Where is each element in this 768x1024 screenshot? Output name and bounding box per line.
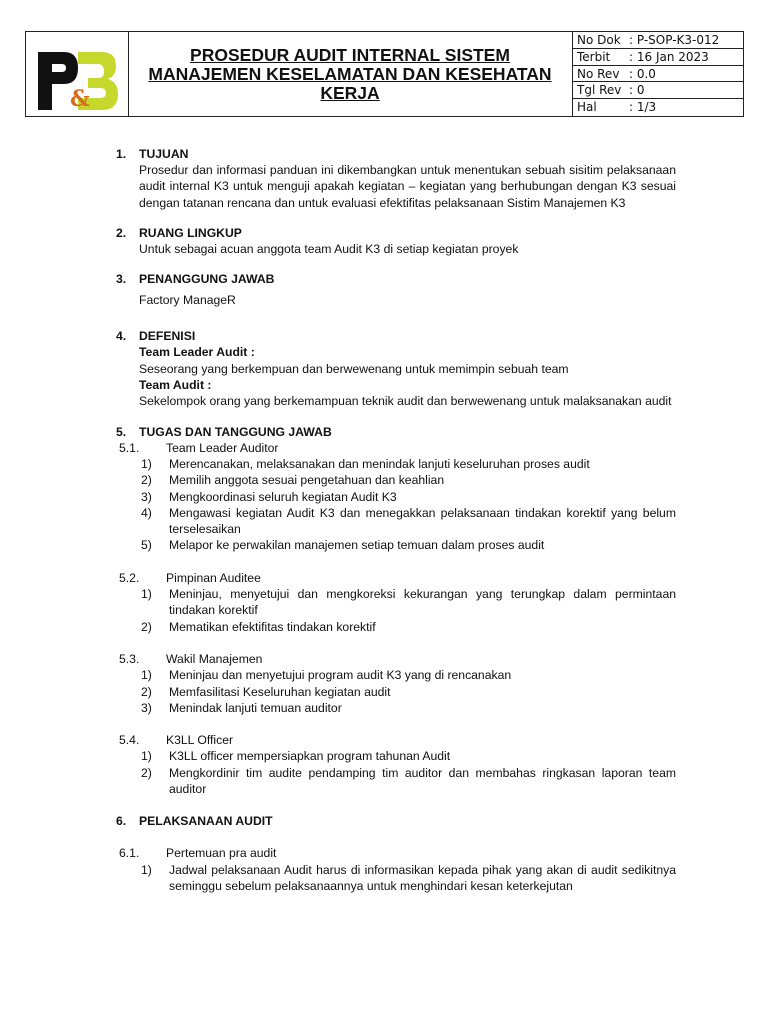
- list-item: [139, 765, 676, 798]
- item-number: 5): [141, 538, 152, 553]
- section-title: PELAKSANAAN AUDIT: [139, 814, 273, 829]
- definition-text: Seseorang yang berkempuan dan berwewenang untuk memimpin sebuah team: [139, 361, 569, 376]
- subsection-heading: [119, 732, 676, 748]
- item-text: Memfasilitasi Keseluruhan kegiatan audit: [169, 684, 391, 699]
- item-number: 1): [141, 668, 152, 683]
- meta-value: : 1/3: [629, 100, 657, 115]
- item-text: Melapor ke perwakilan manajemen setiap temuan dalam proses audit: [169, 538, 545, 553]
- list-item: [139, 862, 676, 895]
- section-paragraph: Untuk sebagai acuan anggota team Audit K3 di setiap kegiatan proyek: [139, 241, 519, 256]
- document-body: [116, 140, 676, 894]
- meta-key: Terbit: [577, 49, 611, 64]
- item-number: 3): [141, 700, 152, 715]
- definition-term: Team Audit :: [139, 378, 212, 393]
- logo-cell: [26, 32, 129, 116]
- subsection-number: 5.3.: [119, 651, 140, 666]
- section-paragraph: Prosedur dan informasi panduan ini dikembangkan untuk menentukan sebuah sisitim pelaksanaan audit internal K3 untuk menguji apakah kegiatan – kegiatan yang berhubungan dengan K3 sesuai dengan tatanan rencana dan untuk evaluasi efektifitas pelaksanaan Sistim Manajemen K3: [139, 163, 676, 210]
- company-logo: [26, 32, 128, 116]
- section-title: DEFENISI: [139, 329, 196, 344]
- section-number: 3.: [116, 272, 127, 287]
- section-heading: [116, 271, 676, 287]
- section-number: 6.: [116, 814, 127, 829]
- subsection-heading: [119, 845, 676, 861]
- list-item: [139, 667, 676, 683]
- item-text: Merencanakan, melaksanakan dan menindak lanjuti keseluruhan proses audit: [169, 456, 590, 471]
- item-number: 1): [141, 862, 152, 877]
- subsection-title: Team Leader Auditor: [166, 440, 279, 455]
- meta-row: [572, 82, 744, 99]
- meta-value: : P-SOP-K3-012: [629, 33, 720, 47]
- meta-value: : 0: [629, 83, 645, 98]
- section-heading: [116, 328, 676, 344]
- definition-term: Team Leader Audit :: [139, 345, 255, 360]
- subsection-heading: [119, 570, 676, 586]
- item-text: Jadwal pelaksanaan Audit harus di informasikan kepada pihak yang akan di audit sedikitnya seminggu sebelum pelaksanaannya untuk menghindari kesan keterkejutan: [169, 862, 676, 893]
- subsection-title: Pertemuan pra audit: [166, 846, 277, 861]
- list-item: [139, 586, 676, 619]
- section-heading: [116, 225, 676, 241]
- item-number: 1): [141, 749, 152, 764]
- section-title: TUGAS DAN TANGGUNG JAWAB: [139, 424, 332, 439]
- item-text: Menindak lanjuti temuan auditor: [169, 700, 342, 715]
- meta-row: [572, 99, 744, 116]
- list-item: [139, 619, 676, 635]
- svg-text:&: &: [70, 86, 90, 112]
- subsection-heading: [119, 651, 676, 667]
- item-number: 2): [141, 765, 152, 780]
- item-text: Mengawasi kegiatan Audit K3 dan menegakkan pelaksanaan tindakan korektif yang belum terselesaikan: [169, 505, 676, 537]
- item-number: 3): [141, 489, 152, 504]
- meta-key: No Rev: [577, 66, 620, 81]
- subsection-number: 5.1.: [119, 440, 140, 455]
- item-text: Mengkoordinasi seluruh kegiatan Audit K3: [169, 489, 397, 504]
- item-number: 2): [141, 473, 152, 488]
- subsection-title: Wakil Manajemen: [166, 651, 263, 666]
- meta-row: [572, 66, 744, 83]
- meta-value: : 16 Jan 2023: [629, 49, 709, 64]
- item-text: Memilih anggota sesuai pengetahuan dan keahlian: [169, 473, 445, 488]
- document-title: [148, 46, 551, 103]
- meta-row: [572, 49, 744, 66]
- section-title: TUJUAN: [139, 147, 189, 161]
- meta-key: No Dok: [577, 33, 621, 47]
- section-number: 2.: [116, 225, 127, 240]
- title-cell: [128, 32, 573, 116]
- meta-key: Tgl Rev: [577, 83, 622, 98]
- list-item: [139, 748, 676, 764]
- document-meta-table: [572, 32, 744, 116]
- section-number: 4.: [116, 329, 127, 344]
- subsection-heading: [119, 440, 676, 456]
- title-line: MANAJEMEN KESELAMATAN DAN KESEHATAN: [148, 63, 552, 84]
- item-text: Mengkordinir tim audite pendamping tim auditor dan membahas ringkasan laporan team auditor: [169, 765, 676, 797]
- list-item: [139, 472, 676, 488]
- meta-row: [572, 32, 744, 49]
- title-line: PROSEDUR AUDIT INTERNAL SISTEM: [190, 44, 510, 65]
- section-number: 1.: [116, 147, 127, 161]
- section-title: RUANG LINGKUP: [139, 225, 242, 240]
- meta-value: : 0.0: [629, 66, 656, 81]
- subsection-title: K3LL Officer: [166, 733, 234, 748]
- section-heading: [116, 146, 676, 162]
- list-item: [139, 456, 676, 472]
- item-text: K3LL officer mempersiapkan program tahunan Audit: [169, 749, 451, 764]
- item-text: Meninjau, menyetujui dan mengkoreksi kekurangan yang terungkap dalam permintaan tindakan korektif: [169, 587, 676, 618]
- list-item: [139, 489, 676, 505]
- list-item: [139, 684, 676, 700]
- section-title: PENANGGUNG JAWAB: [139, 272, 275, 287]
- item-text: Meninjau dan menyetujui program audit K3 yang di rencanakan: [169, 668, 512, 683]
- definition-text: Sekelompok orang yang berkemampuan teknik audit dan berwewenang untuk malaksanakan audit: [139, 394, 672, 409]
- item-number: 2): [141, 684, 152, 699]
- subsection-number: 6.1.: [119, 846, 140, 861]
- document-header: [25, 31, 744, 117]
- subsection-number: 5.4.: [119, 733, 140, 748]
- subsection-title: Pimpinan Auditee: [166, 570, 261, 585]
- item-number: 1): [141, 587, 152, 602]
- section-paragraph: Factory ManageR: [139, 293, 236, 308]
- item-number: 2): [141, 619, 152, 634]
- item-text: Mematikan efektifitas tindakan korektif: [169, 619, 376, 634]
- subsection-number: 5.2.: [119, 570, 140, 585]
- list-item: [139, 700, 676, 716]
- section-heading: [116, 813, 676, 829]
- list-item: [139, 537, 676, 553]
- section-number: 5.: [116, 424, 127, 439]
- section-heading: [116, 424, 676, 440]
- title-line: KERJA: [320, 82, 380, 103]
- item-number: 4): [141, 505, 152, 520]
- item-number: 1): [141, 456, 152, 471]
- meta-key: Hal: [577, 100, 597, 115]
- list-item: [139, 505, 676, 538]
